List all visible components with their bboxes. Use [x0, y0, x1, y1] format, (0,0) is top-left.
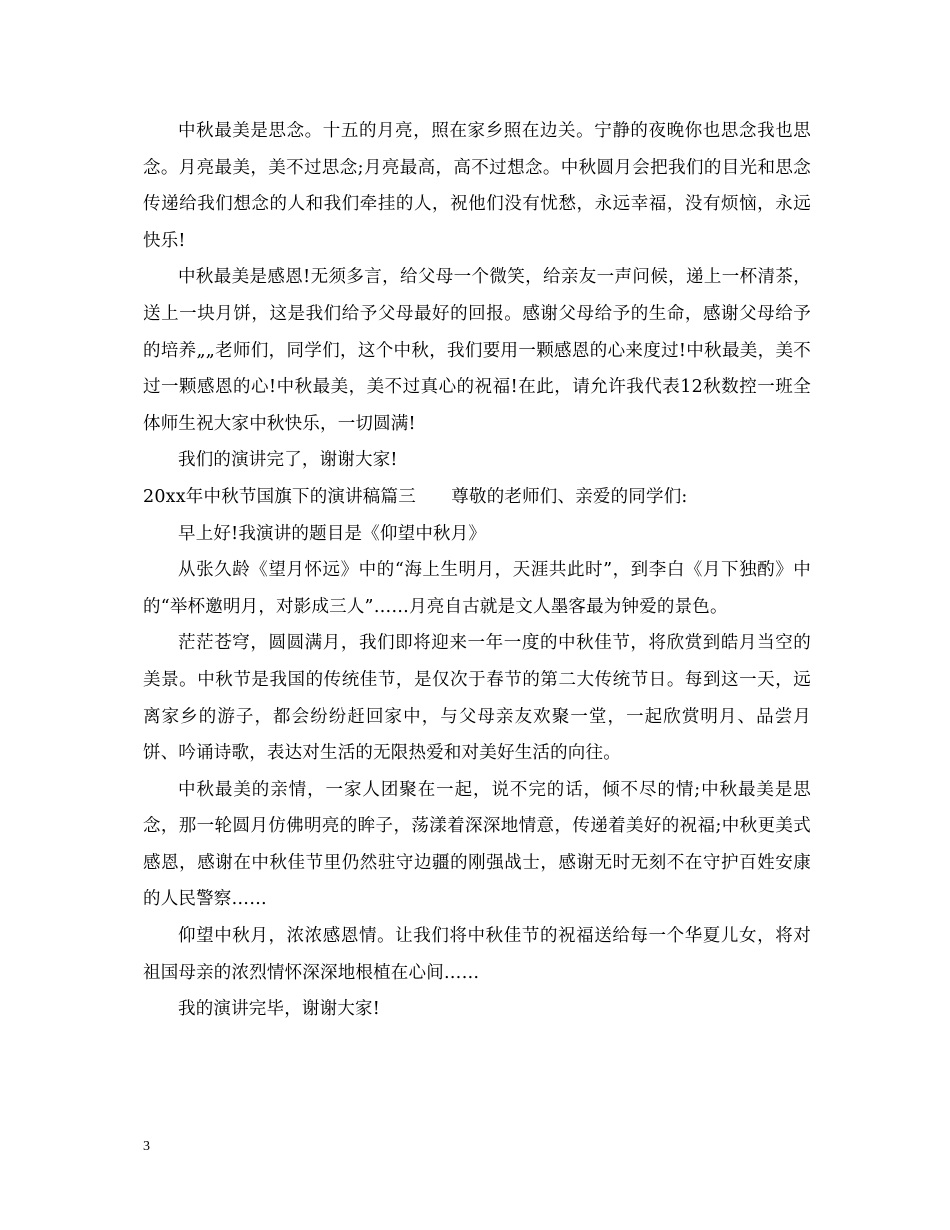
paragraph-mid-autumn-missing: 中秋最美是思念。十五的月亮，照在家乡照在边关。宁静的夜晚你也思念我也思念。月亮最美，美不过思念;月亮最高，高不过想念。中秋圆月会把我们的目光和思念传递给我们想念的人和我们牵挂的人，祝他们没有忧愁，永远幸福，没有烦恼，永远快乐!: [143, 121, 811, 251]
paragraph-poems: 从张久龄《望月怀远》中的“海上生明月，天涯共此时”，到李白《月下独酌》中的“举杯邀明月，对影成三人”……月亮自古就是文人墨客最为钟爱的景色。: [143, 560, 811, 617]
paragraph-greeting: 早上好!我演讲的题目是《仰望中秋月》: [178, 523, 487, 544]
paragraph-thanks: 我们的演讲完了，谢谢大家!: [178, 450, 398, 471]
paragraph-closing: 我的演讲完毕，谢谢大家!: [178, 999, 380, 1020]
paragraph-mid-autumn-gratitude: 中秋最美是感恩!无须多言，给父母一个微笑，给亲友一声问候，递上一杯清茶，送上一块月饼，这是我们给予父母最好的回报。感谢父母给予的生命，感谢父母给予的培养„„老师们，同学们，这个中秋，我们要用一颗感恩的心来度过!中秋最美，美不过一颗感恩的心!中秋最美，美不过真心的祝福!在此，请允许我代表12秋数控一班全体师生祝大家中秋快乐，一切圆满!: [143, 267, 811, 434]
paragraph-look-up-moon: 仰望中秋月，浓浓感恩情。让我们将中秋佳节的祝福送给每一个华夏儿女，将对祖国母亲的浓烈情怀深深地根植在心间……: [143, 926, 811, 983]
paragraph-family: 中秋最美的亲情，一家人团聚在一起，说不完的话，倾不尽的情;中秋最美是思念，那一轮圆月仿佛明亮的眸子，荡漾着深深地情意，传递着美好的祝福;中秋更美式感恩，感谢在中秋佳节里仍然驻守边疆的刚强战士，感谢无时无刻不在守护百姓安康的人民警察……: [143, 779, 811, 910]
section-heading: 20xx年中秋节国旗下的演讲稿篇三 尊敬的老师们、亲爱的同学们:: [143, 486, 688, 507]
page-number: 3: [143, 1139, 150, 1154]
document-body: [143, 113, 811, 1028]
paragraph-festival: 茫茫苍穹，圆圆满月，我们即将迎来一年一度的中秋佳节，将欣赏到皓月当空的美景。中秋节是我国的传统佳节，是仅次于春节的第二大传统节日。每到这一天，远离家乡的游子，都会纷纷赶回家中，与父母亲友欢聚一堂，一起欣赏明月、品尝月饼、吟诵诗歌，表达对生活的无限热爱和对美好生活的向往。: [143, 633, 811, 764]
